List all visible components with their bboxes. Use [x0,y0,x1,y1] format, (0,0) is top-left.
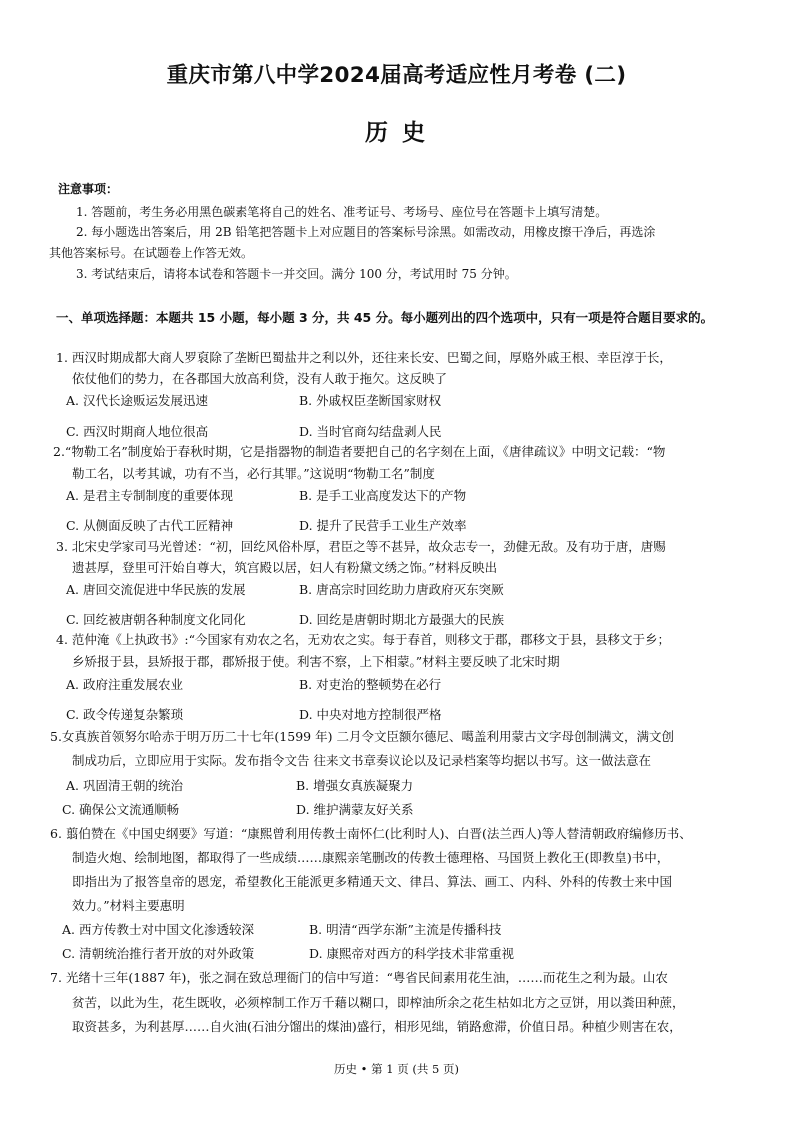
option-a: A. 政府注重发展农业 [66,677,183,692]
notes-line: 其他答案标号。在试题卷上作答无效。 [49,246,254,260]
section-heading: 一、单项选择题：本题共 15 小题，每小题 3 分，共 45 分。每小题列出的四个选项中，只有一项是符合题目要求的。 [56,310,714,325]
option-a: A. 唐回交流促进中华民族的发展 [66,582,246,597]
option-b: B. 外戚权臣垄断国家财权 [299,393,442,408]
option-b: B. 是手工业高度发达下的产物 [299,488,467,503]
option-b: B. 增强女真族凝聚力 [296,778,414,793]
notes-line: 2. 每小题选出答案后，用 2B 铅笔把答题卡上对应题目的答案标号涂黑。如需改动，用橡皮擦干净后，再选涂 [76,225,656,239]
notes-line: 3. 考试结束后，请将本试卷和答题卡一并交回。满分 100 分，考试用时 75 分钟。 [76,267,517,281]
question-text: 勒工名，以考其诚，功有不当，必行其罪。”这说明“物勒工名”制度 [72,466,435,481]
option-d: D. 提升了民营手工业生产效率 [299,518,467,533]
option-d: D. 当时官商勾结盘剥人民 [299,424,442,439]
option-c: C. 清朝统治推行者开放的对外政策 [62,946,255,961]
question-text: 取资甚多，为利甚厚……自火油(石油分馏出的煤油)盛行，相形见绌，销路愈滞，价值日昂。种植少则害在农， [72,1019,682,1034]
question-text: 3. 北宋史学家司马光曾述：“初，回纥风俗朴厚，君臣之等不甚异，故众志专一，劲健无敌。及有功于唐，唐赐 [56,539,666,554]
question-text: 7. 光绪十三年(1887 年)，张之洞在致总理衙门的信中写道：“粤省民间素用花生油，……而花生之利为最。山农 [50,970,668,985]
option-c: C. 确保公文流通顺畅 [62,802,180,817]
option-c: C. 西汉时期商人地位很高 [66,424,209,439]
option-c: C. 从侧面反映了古代工匠精神 [66,518,234,533]
question-text: 贫苦，以此为生，花生既收，必须榨制工作万千藉以糊口，即榨油所余之花生枯如北方之豆饼，用以粪田种蔗， [72,995,685,1010]
option-a: A. 汉代长途贩运发展迅速 [66,393,208,408]
question-text: 遗甚厚，登里可汗始自尊大，筑宫殿以居，妇人有粉黛文绣之饰。”材料反映出 [72,560,498,575]
subject-title: 历 史 [364,120,428,146]
option-d: D. 中央对地方控制很严格 [299,707,442,722]
option-b: B. 唐高宗时回纥助力唐政府灭东突厥 [299,582,504,597]
question-text: 依仗他们的势力，在各郡国大放高利贷，没有人敢于拖欠。这反映了 [72,371,448,386]
exam-title: 重庆市第八中学2024届高考适应性月考卷 (二) [166,63,627,88]
option-d: D. 康熙帝对西方的科学技术非常重视 [309,946,515,961]
question-text: 即指出为了报答皇帝的恩宠，希望教化王能派更多精通天文、律吕、算法、画工、内科、外科的传教士来中国 [72,874,673,889]
question-text: 5.女真族首领努尔哈赤于明万历二十七年(1599 年) 二月令文臣额尔德尼、噶盖利用蒙古文字母创制满文，满文创 [50,729,674,744]
option-d: D. 回纥是唐朝时期北方最强大的民族 [299,612,505,627]
question-text: 1. 西汉时期成都大商人罗裒除了垄断巴蜀盐井之利以外，还往来长安、巴蜀之间，厚赂外戚王根、幸臣淳于长， [56,350,672,365]
option-c: C. 政令传递复杂繁琐 [66,707,184,722]
question-text: 6. 翦伯赞在《中国史纲要》写道：“康熙曾利用传教士南怀仁(比利时人)、白晋(法兰西人)等人替清朝政府编修历书、 [50,826,692,841]
question-text: 2.“物勒工名”制度始于春秋时期，它是指器物的制造者要把自己的名字刻在上面，《唐律疏议》中明文记载：“物 [53,444,666,459]
question-text: 制成功后，立即应用于实际。发布指令文告 往来文书章奏议论以及记录档案等均据以书写。这一做法意在 [72,753,651,768]
question-text: 制造火炮、绘制地图，都取得了一些成绩……康熙亲笔删改的传教士德理格、马国贤上教化王(即教皇)书中， [72,850,670,865]
question-text: 4. 范仲淹《上执政书》:“今国家有劝农之名，无劝农之实。每于春首，则移文于郡，郡移文于县，县移文于乡； [56,632,671,647]
option-a: A. 巩固清王朝的统治 [66,778,183,793]
page-footer: 历史 • 第 1 页 (共 5 页) [334,1062,459,1076]
question-text: 乡矫报于县，县矫报于郡，郡矫报于使。利害不察，上下相蒙。”材料主要反映了北宋时期 [72,654,560,669]
option-b: B. 对吏治的整顿势在必行 [299,677,442,692]
option-a: A. 是君主专制制度的重要体现 [66,488,233,503]
option-a: A. 西方传教士对中国文化渗透较深 [62,922,254,937]
option-c: C. 回纥被唐朝各种制度文化同化 [66,612,246,627]
notes-heading: 注意事项： [58,182,119,196]
notes-line: 1. 答题前，考生务必用黑色碳素笔将自己的姓名、准考证号、考场号、座位号在答题卡上填写清楚。 [76,205,608,219]
option-d: D. 维护满蒙友好关系 [296,802,414,817]
question-text: 效力。”材料主要惠明 [72,898,185,913]
option-b: B. 明清“西学东渐”主流是传播科技 [309,922,502,937]
